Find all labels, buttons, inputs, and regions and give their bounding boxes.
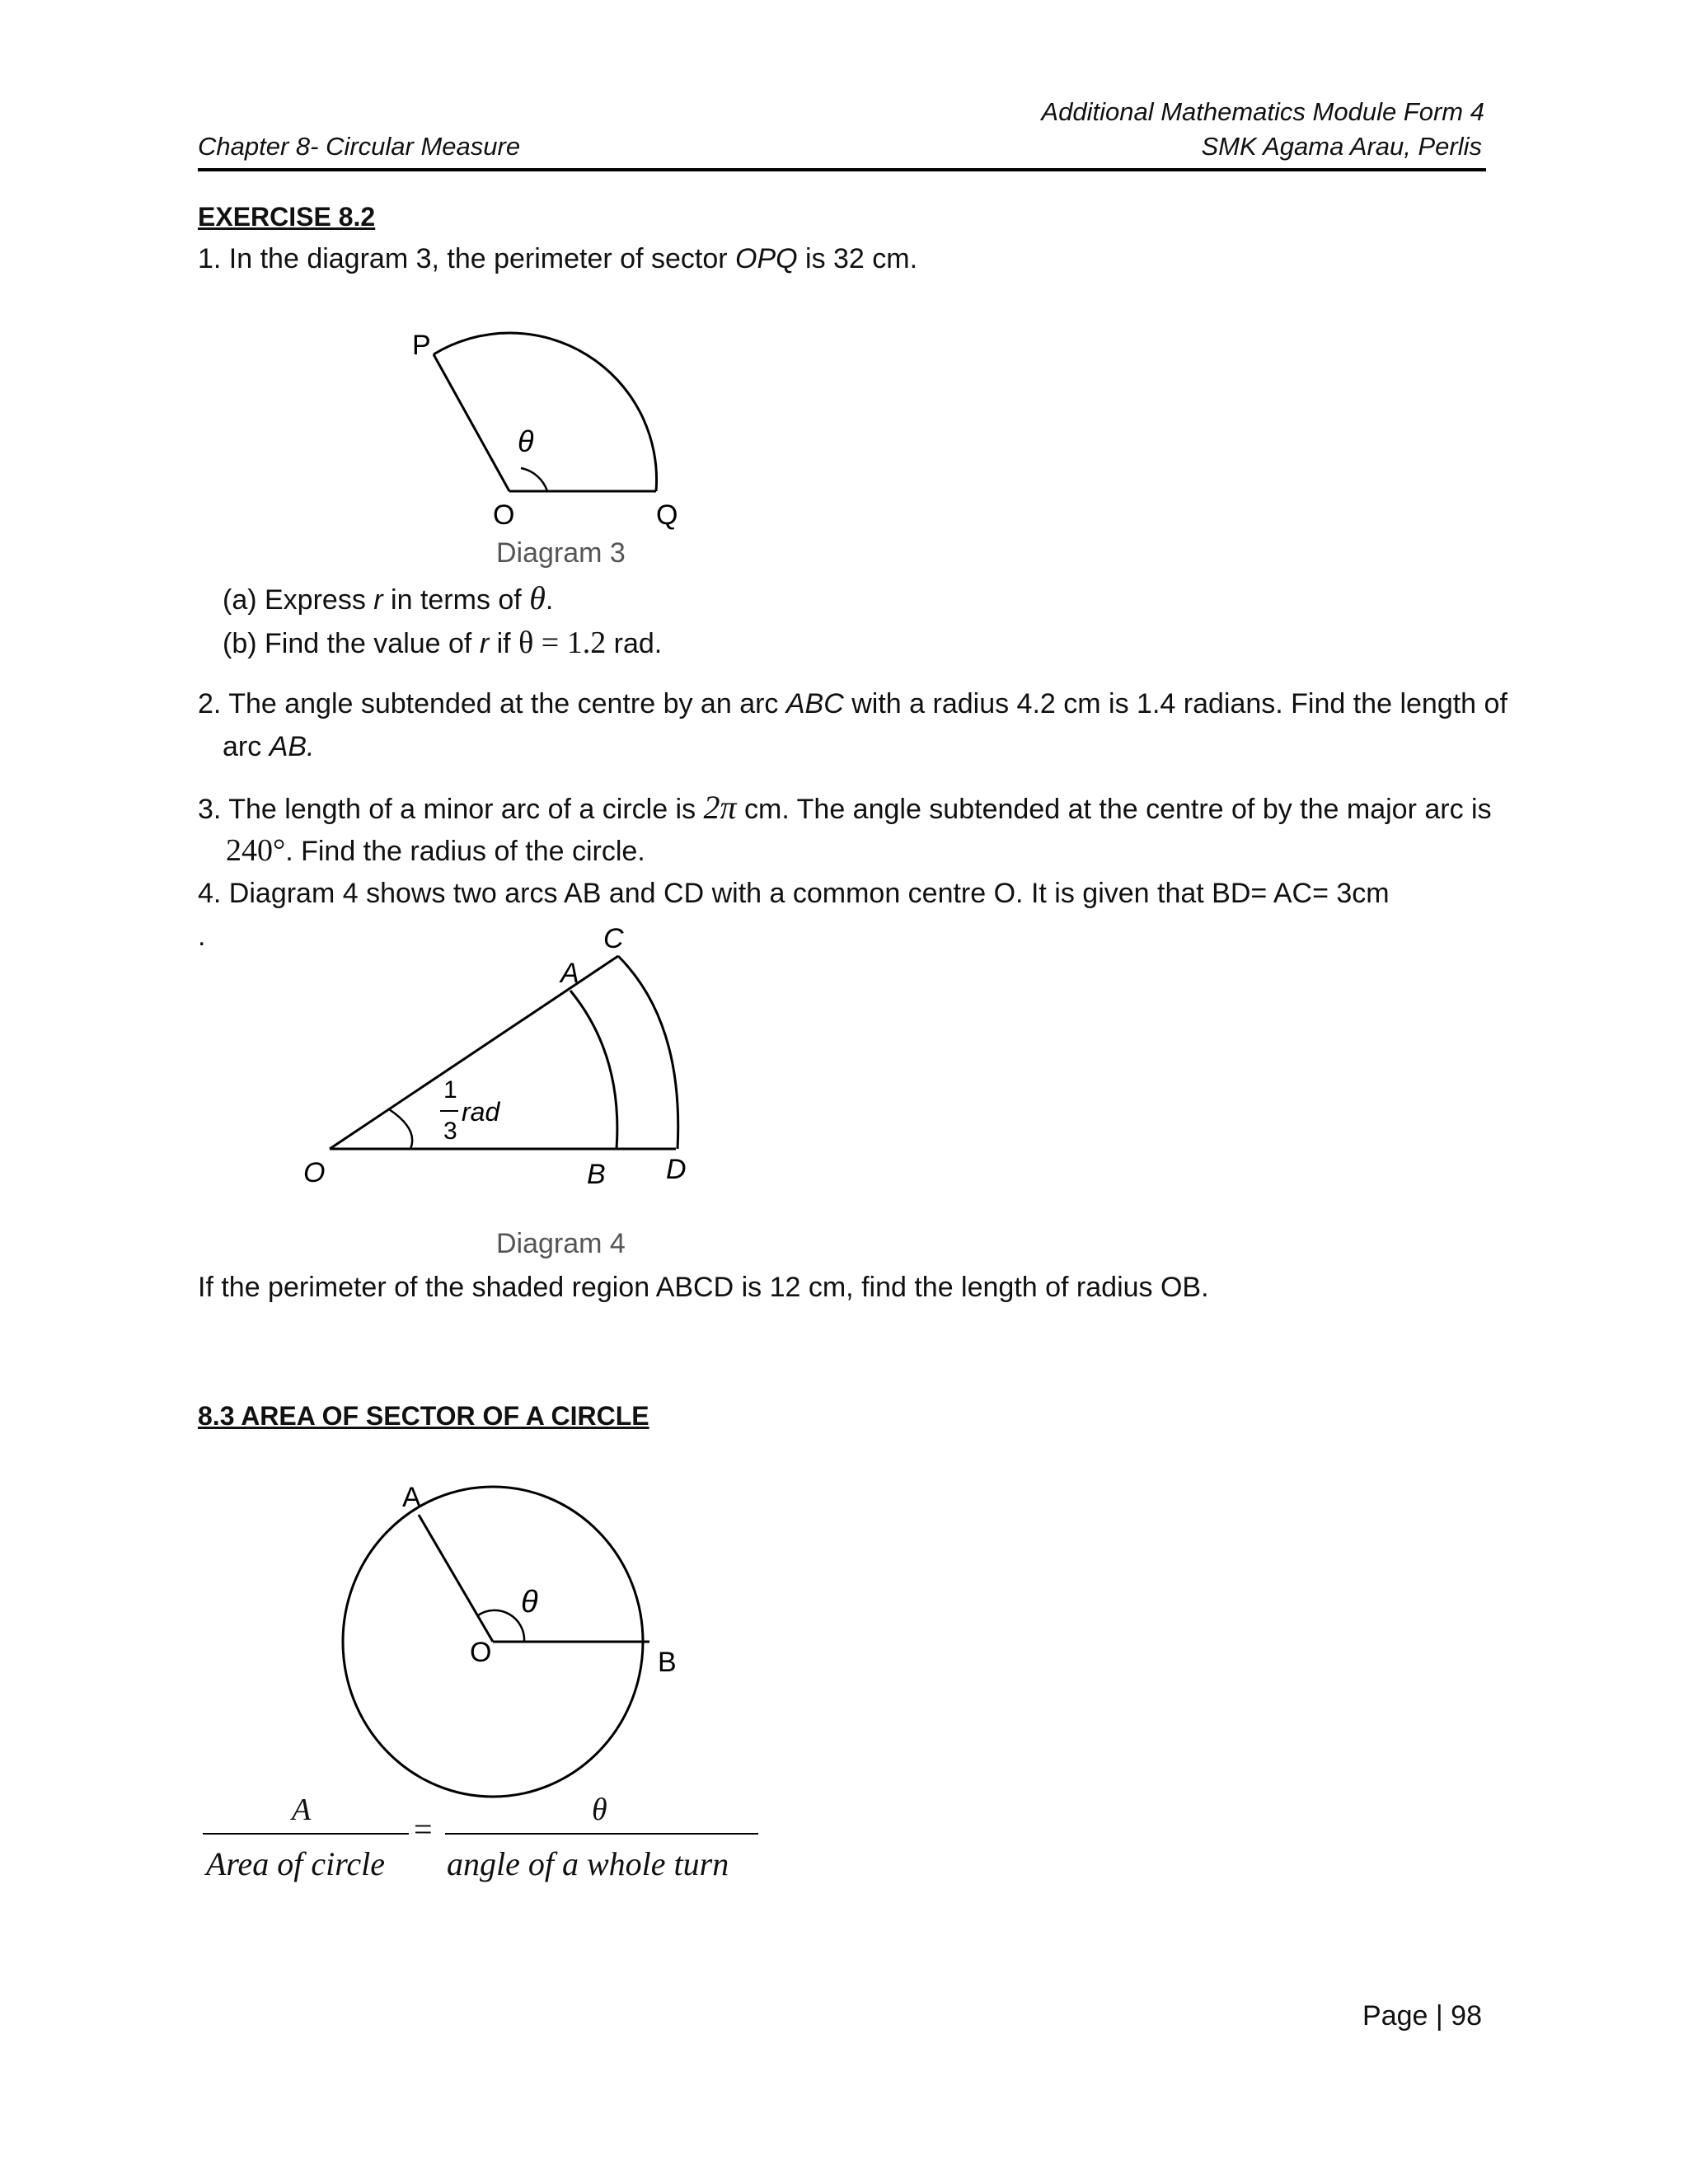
radius-op: [434, 354, 509, 491]
page-number: Page | 98: [1362, 2000, 1482, 2032]
q1a-pre: (a) Express: [223, 584, 374, 616]
label-d: D: [666, 1154, 687, 1185]
q3-pre: 3. The length of a minor arc of a circle is: [198, 794, 704, 825]
question-3-line-1: [198, 791, 1492, 826]
q1-sector-name: OPQ: [735, 243, 798, 274]
q3-two-pi: 2π: [703, 789, 737, 826]
diagram-4-caption: Diagram 4: [496, 1228, 626, 1259]
question-2-line-2: [223, 730, 315, 763]
question-1: [198, 242, 917, 275]
q2-line2-pre: arc: [223, 731, 270, 762]
diagram-3: [379, 313, 725, 536]
q2-arc: ABC: [785, 688, 844, 719]
q1a-mid: in terms of: [382, 584, 530, 616]
q2-post: with a radius 4.2 cm is 1.4 radians. Find the length of: [843, 688, 1507, 719]
q1b-mid: if: [489, 628, 519, 659]
question-4-dot: .: [198, 921, 206, 952]
formula-equals: =: [414, 1811, 433, 1848]
q2-pre: 2. The angle subtended at the centre by an arc: [198, 688, 786, 719]
angle-mark: [389, 1109, 412, 1149]
label-b: B: [587, 1159, 606, 1190]
module-title: Additional Mathematics Module Form 4: [1041, 97, 1484, 126]
q1b-pre: (b) Find the value of: [223, 628, 480, 659]
angle-mark: [521, 468, 547, 491]
question-4: 4. Diagram 4 shows two arcs AB and CD with a common centre O. It is given that BD= AC= 3cm: [198, 878, 1390, 909]
label-theta: θ: [521, 1585, 538, 1619]
diagram-4: [297, 923, 725, 1195]
fraction-numerator: 1: [443, 1076, 457, 1104]
circle-diagram: [330, 1475, 692, 1813]
q3-line2-post: . Find the radius of the circle.: [285, 836, 645, 867]
header-rule: [198, 168, 1486, 171]
q1a-var: r: [373, 584, 383, 616]
radius-oa: [419, 1515, 493, 1642]
label-o: O: [303, 1157, 326, 1188]
formula-lhs-numerator: A: [292, 1793, 312, 1827]
formula-lhs-bar: [203, 1833, 409, 1835]
label-a: A: [560, 958, 579, 989]
question-1b: [223, 626, 662, 660]
formula-rhs-bar: [445, 1833, 758, 1835]
q1a-theta: θ: [529, 579, 546, 616]
unit-rad: rad: [462, 1097, 500, 1127]
question-3-line-2: [226, 834, 645, 868]
label-o: O: [470, 1637, 492, 1668]
label-a: A: [402, 1482, 421, 1513]
section-title: 8.3 AREA OF SECTOR OF A CIRCLE: [198, 1401, 649, 1431]
arc-ab: [570, 991, 617, 1149]
label-b: B: [658, 1647, 677, 1678]
label-q: Q: [656, 499, 678, 531]
q1-text-post: is 32 cm.: [797, 243, 918, 274]
label-c: C: [603, 923, 624, 954]
arc-cd: [618, 956, 678, 1149]
q3-angle: 240°: [226, 833, 286, 868]
q1b-equation: θ = 1.2: [518, 626, 607, 660]
label-p: P: [412, 330, 431, 361]
q1-text-pre: 1. In the diagram 3, the perimeter of sector: [198, 243, 735, 274]
q3-post: cm. The angle subtended at the centre of by the major arc is: [736, 794, 1492, 825]
formula-lhs-denominator: Area of circle: [206, 1845, 385, 1882]
school-name: SMK Agama Arau, Perlis: [1201, 132, 1482, 161]
q1b-post: rad.: [606, 628, 663, 659]
formula-rhs-numerator: θ: [592, 1793, 607, 1827]
formula-rhs-denominator: angle of a whole turn: [447, 1845, 729, 1882]
question-2-line-1: [198, 687, 1507, 720]
chapter-title: Chapter 8- Circular Measure: [198, 132, 521, 161]
label-o: O: [493, 499, 515, 531]
label-theta: θ: [518, 424, 534, 458]
question-4-end: If the perimeter of the shaded region ABCD is 12 cm, find the length of radius OB.: [198, 1272, 1209, 1303]
q2-line2-arc: AB.: [269, 731, 315, 762]
q1b-var: r: [479, 628, 490, 659]
question-1a: [223, 579, 554, 616]
q1a-post: .: [545, 584, 554, 616]
fraction-denominator: 3: [443, 1118, 457, 1145]
exercise-title: EXERCISE 8.2: [198, 202, 376, 232]
sector-arc: [434, 333, 657, 491]
diagram-3-caption: Diagram 3: [496, 537, 626, 569]
